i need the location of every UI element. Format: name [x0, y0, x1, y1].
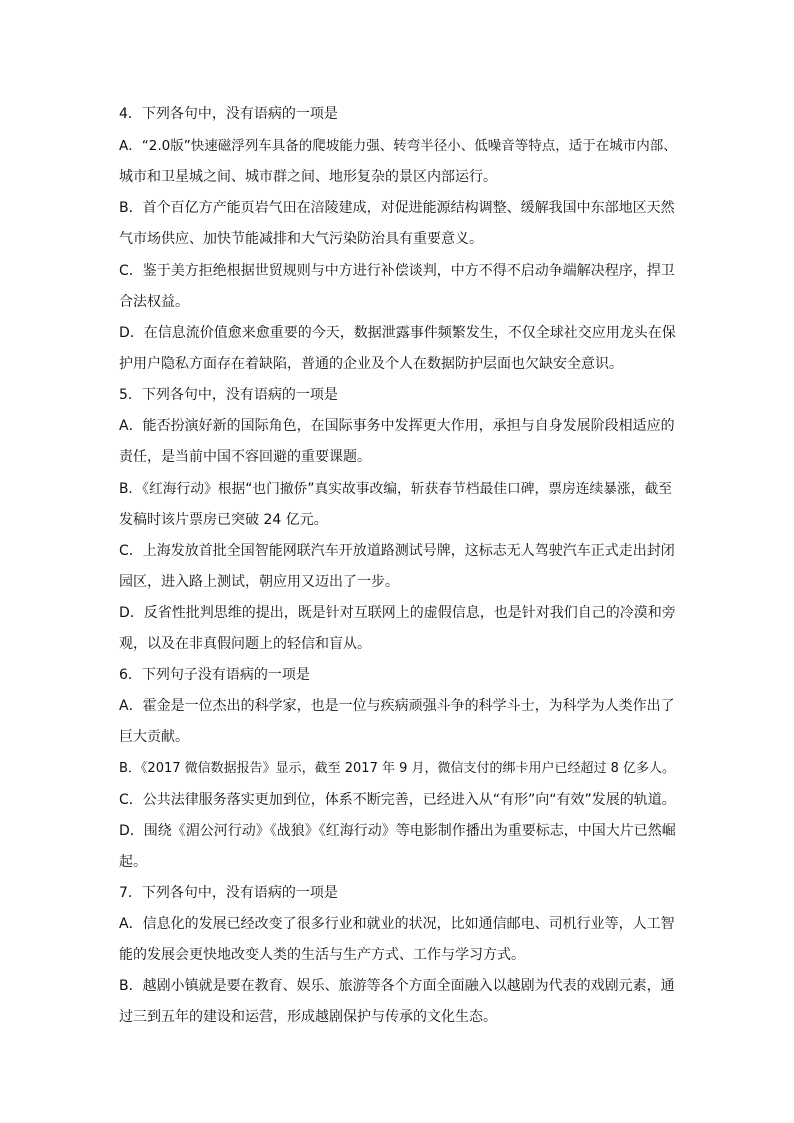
option-b-cont: 气市场供应、加快节能减排和大气污染防治具有重要意义。	[119, 231, 483, 247]
question-stem: 5．下列各句中，没有语病的一项是	[119, 387, 338, 403]
option-a-cont: 城市和卫星城之间、城市群之间、地形复杂的景区内部运行。	[119, 169, 497, 185]
option-a-cont: 巨大贡献。	[119, 729, 189, 745]
option-a: A．信息化的发展已经改变了很多行业和就业的状况，比如通信邮电、司机行业等，人工智	[119, 916, 675, 932]
option-b: B．越剧小镇就是要在教育、娱乐、旅游等各个方面全面融入以越剧为代表的戏剧元素，通	[119, 978, 675, 994]
option-c: C．鉴于美方拒绝根据世贸规则与中方进行补偿谈判，中方不得不启动争端解决程序，捍卫	[119, 263, 675, 279]
option-c: C．公共法律服务落实更加到位，体系不断完善，已经进入从“有形”向“有效”发展的轨道。	[119, 792, 676, 808]
option-c-cont: 园区，进入路上测试，朝应用又迈出了一步。	[119, 574, 399, 590]
option-a-cont: 能的发展会更快地改变人类的生活与生产方式、工作与学习方式。	[119, 947, 525, 963]
option-d-cont: 起。	[119, 854, 147, 870]
option-a: A．霍金是一位杰出的科学家，也是一位与疾病顽强斗争的科学斗士，为科学为人类作出了	[119, 698, 675, 714]
question-stem: 4．下列各句中，没有语病的一项是	[119, 106, 338, 122]
option-a: A．能否扮演好新的国际角色，在国际事务中发挥更大作用，承担与自身发展阶段相适应的	[119, 418, 675, 434]
option-d-cont: 观，以及在非真假问题上的轻信和盲从。	[119, 636, 371, 652]
option-d: D．反省性批判思维的提出，既是针对互联网上的虚假信息，也是针对我们自己的冷漠和旁	[119, 605, 676, 621]
question-stem: 6．下列句子没有语病的一项是	[119, 667, 310, 683]
option-c: C．上海发放首批全国智能网联汽车开放道路测试号牌，这标志无人驾驶汽车正式走出封闭	[119, 543, 675, 559]
option-d-cont: 护用户隐私方面存在着缺陷，普通的企业及个人在数据防护层面也欠缺安全意识。	[119, 356, 623, 372]
option-d: D．在信息流价值愈来愈重要的今天，数据泄露事件频繁发生，不仅全球社交应用龙头在保	[119, 325, 676, 341]
option-d: D．围绕《湄公河行动》《战狼》《红海行动》等电影制作播出为重要标志，中国大片已然崛	[119, 823, 676, 839]
option-b-cont: 过三到五年的建设和运营，形成越剧保护与传承的文化生态。	[119, 1009, 497, 1025]
option-b: B．《红海行动》根据“也门撤侨”真实故事改编，斩获春节档最佳口碑，票房连续暴涨，截至	[119, 481, 673, 497]
option-b: B．首个百亿方产能页岩气田在涪陵建成，对促进能源结构调整、缓解我国中东部地区天然	[119, 200, 675, 216]
option-b-cont: 发稿时该片票房已突破 24 亿元。	[119, 512, 328, 528]
option-c-cont: 合法权益。	[119, 294, 189, 310]
option-a-cont: 责任，是当前中国不容回避的重要课题。	[119, 449, 371, 465]
option-a: A．“2.0版”快速磁浮列车具备的爬坡能力强、转弯半径小、低噪音等特点，适于在城市内部、	[119, 138, 677, 154]
question-stem: 7．下列各句中，没有语病的一项是	[119, 885, 338, 901]
option-b: B．《2017 微信数据报告》显示，截至 2017 年 9 月，微信支付的绑卡用户已经超过 8 亿多人。	[119, 761, 676, 776]
